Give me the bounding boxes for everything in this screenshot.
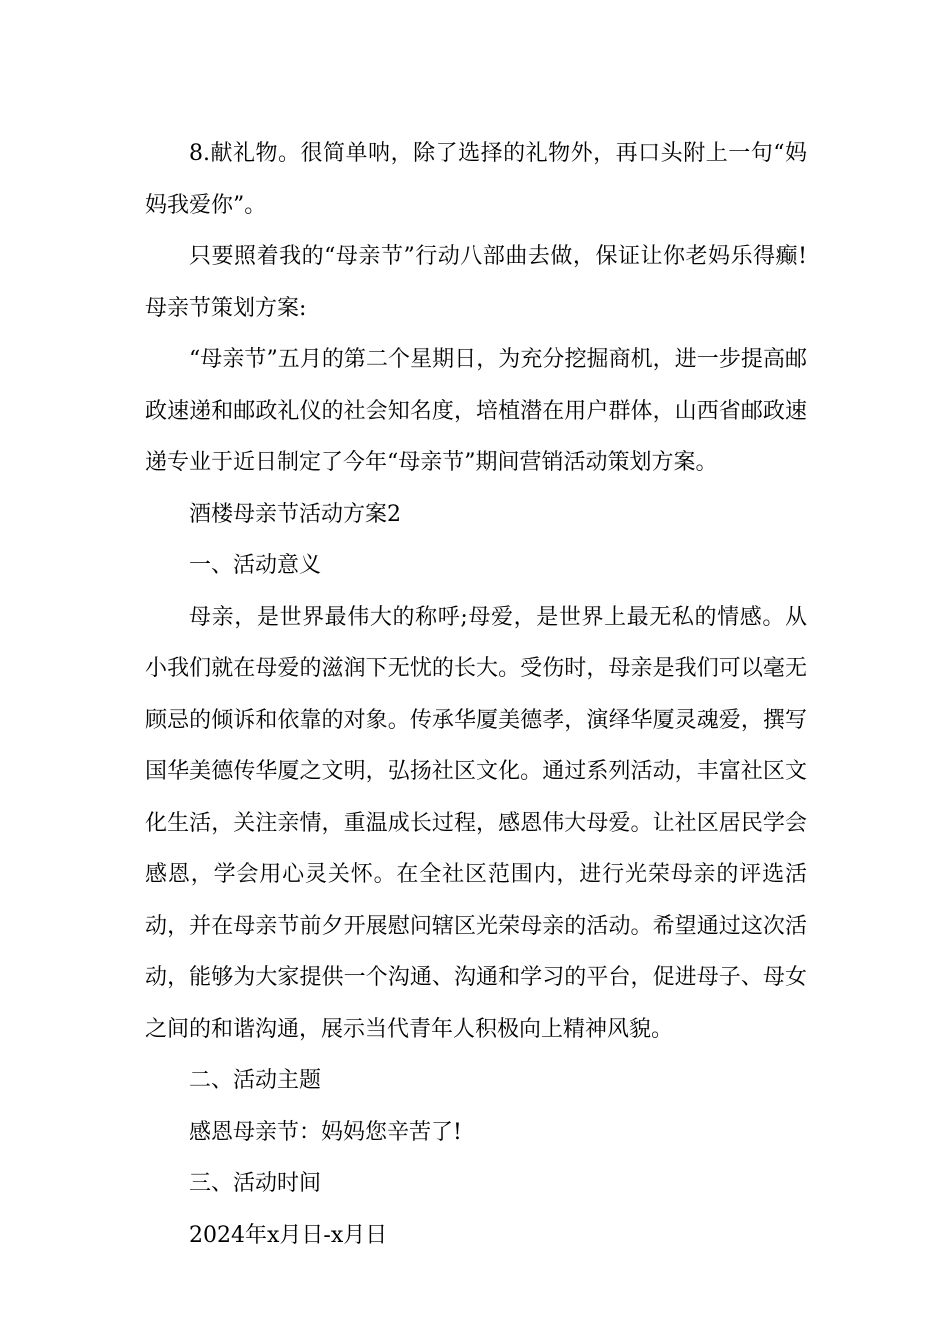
paragraph-postal-plan: “母亲节”五月的第二个星期日，为充分挖掘商机，进一步提高邮政速递和邮政礼仪的社会知名度，培植潜在用户群体，山西省邮政速递专业于近日制定了今年“母亲节”期间营销活动策划方案。 — [145, 347, 807, 475]
paragraph-significance: 母亲，是世界最伟大的称呼;母爱，是世界上最无私的情感。从小我们就在母爱的滋润下无忧的长大。受伤时，母亲是我们可以毫无顾忌的倾诉和依靠的对象。传承华厦美德孝，演绎华厦灵魂爱，撰写国华美德传华厦之文明，弘扬社区文化。通过系列活动，丰富社区文化生活，关注亲情，重温成长过程，感恩伟大母爱。让社区居民学会感恩，学会用心灵关怀。在全社区范围内，进行光荣母亲的评选活动，并在母亲节前夕开展慰问辖区光荣母亲的活动。希望通过这次活动，能够为大家提供一个沟通、沟通和学习的平台，促进母子、母女之间的和谐沟通，展示当代青年人积极向上精神风貌。 — [145, 604, 807, 1042]
document-body — [145, 128, 807, 1261]
heading-activity-time: 三、活动时间 — [189, 1171, 322, 1196]
heading-activity-theme: 二、活动主题 — [189, 1068, 322, 1093]
section-title-restaurant-plan: 酒楼母亲节活动方案2 — [189, 501, 401, 527]
paragraph-theme: 感恩母亲节：妈妈您辛苦了! — [189, 1119, 462, 1145]
paragraph-plan-intro: 只要照着我的“母亲节”行动八部曲去做，保证让你老妈乐得癫!母亲节策划方案: — [145, 244, 807, 321]
paragraph-time: 2024年x月日-x月日 — [189, 1222, 388, 1248]
paragraph-gift: 8.献礼物。很简单呐，除了选择的礼物外，再口头附上一句“妈妈我爱你”。 — [145, 141, 807, 218]
heading-activity-significance: 一、活动意义 — [189, 553, 322, 578]
